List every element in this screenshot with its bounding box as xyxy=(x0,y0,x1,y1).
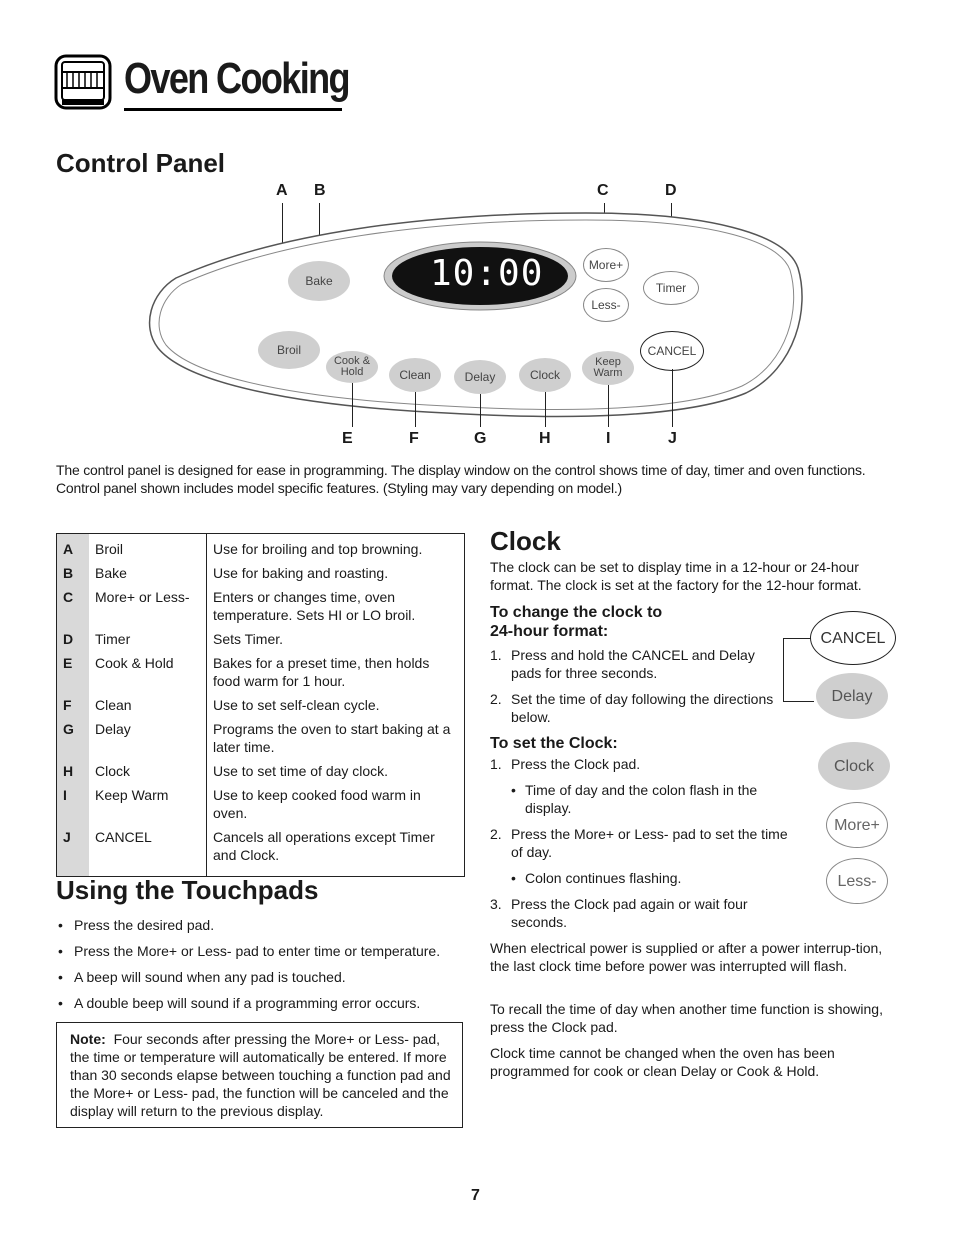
bracket-line xyxy=(783,638,814,702)
list-item xyxy=(490,755,790,773)
timer-pad-label: Timer xyxy=(655,280,687,295)
broil-pad[interactable] xyxy=(258,331,320,369)
callout-e: E xyxy=(342,430,353,447)
side-delay-pad[interactable] xyxy=(816,673,888,719)
table-row xyxy=(57,784,465,826)
key-desc: Use for baking and roasting. xyxy=(213,565,389,581)
step-text: Press and hold the CANCEL and Delay pads for three seconds. xyxy=(511,647,755,681)
control-panel-heading: Control Panel xyxy=(56,148,226,178)
leader-h xyxy=(545,392,546,427)
key-letter: C xyxy=(57,586,90,628)
step-num: 1. xyxy=(490,647,502,663)
clock-intro: The clock can be set to display time in a 12-hour or 24-hour format. The clock is set at the factory for the 12-hour format. xyxy=(490,559,862,593)
callout-a: A xyxy=(276,182,288,199)
side-delay-label: Delay xyxy=(831,687,873,705)
cook-hold-pad[interactable] xyxy=(326,351,378,383)
callout-h: H xyxy=(539,430,551,447)
broil-pad-label: Broil xyxy=(276,342,301,357)
key-desc: Enters or changes time, oven temperature. Sets HI or LO broil. xyxy=(213,589,416,623)
callout-c: C xyxy=(597,182,609,199)
format-heading-line2: 24-hour format: xyxy=(490,623,609,640)
key-name: Keep Warm xyxy=(89,784,207,826)
format-heading-line1: To change the clock to xyxy=(490,604,663,621)
clock-para-1: When electrical power is supplied or after a power interrup-tion, the last clock time before power was interrupted will flash. xyxy=(490,940,883,974)
key-letter: G xyxy=(57,718,90,760)
key-letter: D xyxy=(57,628,90,652)
list-item xyxy=(490,690,780,726)
key-letter: B xyxy=(57,562,90,586)
key-name: More+ or Less- xyxy=(89,586,207,628)
set-clock-heading: To set the Clock: xyxy=(490,735,618,752)
cook-hold-label-1: Cook & xyxy=(333,355,371,367)
oven-icon xyxy=(54,54,112,110)
key-desc: Use to set time of day clock. xyxy=(213,763,389,779)
step-text: Press the Clock pad again or wait four seconds. xyxy=(511,896,748,930)
delay-pad[interactable] xyxy=(454,360,506,394)
list-item xyxy=(490,825,790,861)
page-title: Oven Cooking xyxy=(124,54,349,103)
set-clock-steps xyxy=(490,755,790,939)
callout-j: J xyxy=(668,430,677,447)
key-letter: I xyxy=(57,784,90,826)
callout-b: B xyxy=(314,182,326,199)
table-row xyxy=(57,562,465,586)
leader-j xyxy=(672,369,673,427)
key-name: Broil xyxy=(89,534,207,563)
key-name: Delay xyxy=(89,718,207,760)
keep-warm-label-1: Keep xyxy=(595,356,621,368)
clean-pad-label: Clean xyxy=(399,367,431,382)
key-desc: Use to set self-clean cycle. xyxy=(213,697,380,713)
list-item xyxy=(490,895,790,931)
callout-d: D xyxy=(665,182,677,199)
leader-g xyxy=(480,394,481,427)
keep-warm-label-2: Warm xyxy=(593,367,623,379)
step-num: 3. xyxy=(490,896,502,912)
key-name: CANCEL xyxy=(89,826,207,877)
table-row xyxy=(57,718,465,760)
step-bullet: • Time of day and the colon flash in the display. xyxy=(490,781,790,817)
less-pad-label: Less- xyxy=(591,297,621,312)
table-row xyxy=(57,694,465,718)
list-item: • Press the desired pad. xyxy=(56,916,476,934)
key-desc: Sets Timer. xyxy=(213,631,284,647)
clock-pad-label: Clock xyxy=(529,367,560,382)
clean-pad[interactable] xyxy=(389,358,441,392)
key-letter: A xyxy=(57,534,90,563)
step-text: Set the time of day following the directions below. xyxy=(511,691,774,725)
list-item: • A double beep will sound if a programming error occurs. xyxy=(56,994,476,1012)
key-desc: Cancels all operations except Timer and Clock. xyxy=(213,829,435,863)
clock-pad[interactable] xyxy=(519,358,571,392)
step-num: 2. xyxy=(490,691,502,707)
note-label: Note: xyxy=(70,1031,106,1047)
side-cancel-label: CANCEL xyxy=(820,629,886,647)
set-steps-list-2 xyxy=(490,825,790,861)
key-desc: Use for broiling and top browning. xyxy=(213,541,423,557)
display-time: 10:00 xyxy=(430,253,544,294)
key-desc: Use to keep cooked food warm in oven. xyxy=(213,787,421,821)
key-name: Cook & Hold xyxy=(89,652,207,694)
callout-g: G xyxy=(474,430,487,447)
step-text: Press the More+ or Less- pad to set the time of day. xyxy=(511,826,788,860)
format-heading xyxy=(490,603,662,641)
key-letter: E xyxy=(57,652,90,694)
set-steps-list-3 xyxy=(490,895,790,931)
set-steps-list xyxy=(490,755,790,773)
side-more-pad[interactable] xyxy=(826,802,888,848)
touchpads-list xyxy=(56,916,476,1020)
side-clock-pad[interactable] xyxy=(818,742,890,790)
timer-pad[interactable] xyxy=(643,271,699,305)
table-row xyxy=(57,760,465,784)
cancel-pad[interactable] xyxy=(640,331,704,371)
step-num: 2. xyxy=(490,826,502,842)
key-letter: F xyxy=(57,694,90,718)
key-desc: Programs the oven to start baking at a later time. xyxy=(213,721,451,755)
callout-i: I xyxy=(606,430,611,447)
clock-heading: Clock xyxy=(490,526,561,556)
leader-i xyxy=(608,385,609,427)
leader-e xyxy=(352,383,353,427)
format-steps xyxy=(490,646,780,734)
list-item: • A beep will sound when any pad is touched. xyxy=(56,968,476,986)
step-bullet: • Colon continues flashing. xyxy=(490,869,790,887)
key-name: Clean xyxy=(89,694,207,718)
leader-f xyxy=(415,392,416,427)
side-cancel-pad[interactable] xyxy=(810,611,896,665)
list-item xyxy=(490,646,780,682)
key-table xyxy=(56,533,465,877)
side-clock-label: Clock xyxy=(833,757,874,775)
bake-pad-label: Bake xyxy=(305,273,333,288)
less-pad[interactable] xyxy=(583,288,629,322)
list-item: • Press the More+ or Less- pad to enter time or temperature. xyxy=(56,942,476,960)
key-name: Timer xyxy=(89,628,207,652)
side-less-pad[interactable] xyxy=(826,858,888,904)
more-pad-label: More+ xyxy=(588,257,624,272)
step-num: 1. xyxy=(490,756,502,772)
clock-para-3: Clock time cannot be changed when the oven has been programmed for cook or clean Delay or Cook & Hold. xyxy=(490,1045,835,1079)
cook-hold-label-2: Hold xyxy=(340,366,364,378)
side-more-label: More+ xyxy=(834,816,880,834)
callout-f: F xyxy=(409,430,419,447)
table-row xyxy=(57,628,465,652)
cancel-pad-label: CANCEL xyxy=(647,343,697,358)
table-row xyxy=(57,826,465,877)
page-number: 7 xyxy=(471,1187,480,1204)
note-text: Four seconds after pressing the More+ or Less- pad, the time or temperature will automatically be entered. If more than 30 seconds elapse between touching a function pad and the More+ or Less- pad, the function will be canceled and the display will return to the previous display. xyxy=(70,1031,451,1119)
keep-warm-pad[interactable] xyxy=(582,351,634,385)
key-letter: J xyxy=(57,826,90,877)
table-row xyxy=(57,652,465,694)
bake-pad[interactable] xyxy=(288,261,350,301)
table-row xyxy=(57,534,465,563)
delay-pad-label: Delay xyxy=(464,369,496,384)
note-box xyxy=(56,1022,463,1128)
step-text: Press the Clock pad. xyxy=(511,756,641,772)
table-row xyxy=(57,586,465,628)
key-name: Clock xyxy=(89,760,207,784)
touchpads-heading: Using the Touchpads xyxy=(56,875,319,905)
title-underline xyxy=(124,108,342,111)
control-panel-description: The control panel is designed for ease in programming. The display window on the control shows time of day, timer and oven functions. Control panel shown includes model specific features. (Styling may vary depending on model.) xyxy=(56,462,866,496)
clock-para-2: To recall the time of day when another time function is showing, press the Clock pad. xyxy=(490,1001,883,1035)
key-name: Bake xyxy=(89,562,207,586)
more-pad[interactable] xyxy=(583,248,629,282)
side-less-label: Less- xyxy=(837,872,877,890)
key-desc: Bakes for a preset time, then holds food warm for 1 hour. xyxy=(213,655,430,689)
key-letter: H xyxy=(57,760,90,784)
